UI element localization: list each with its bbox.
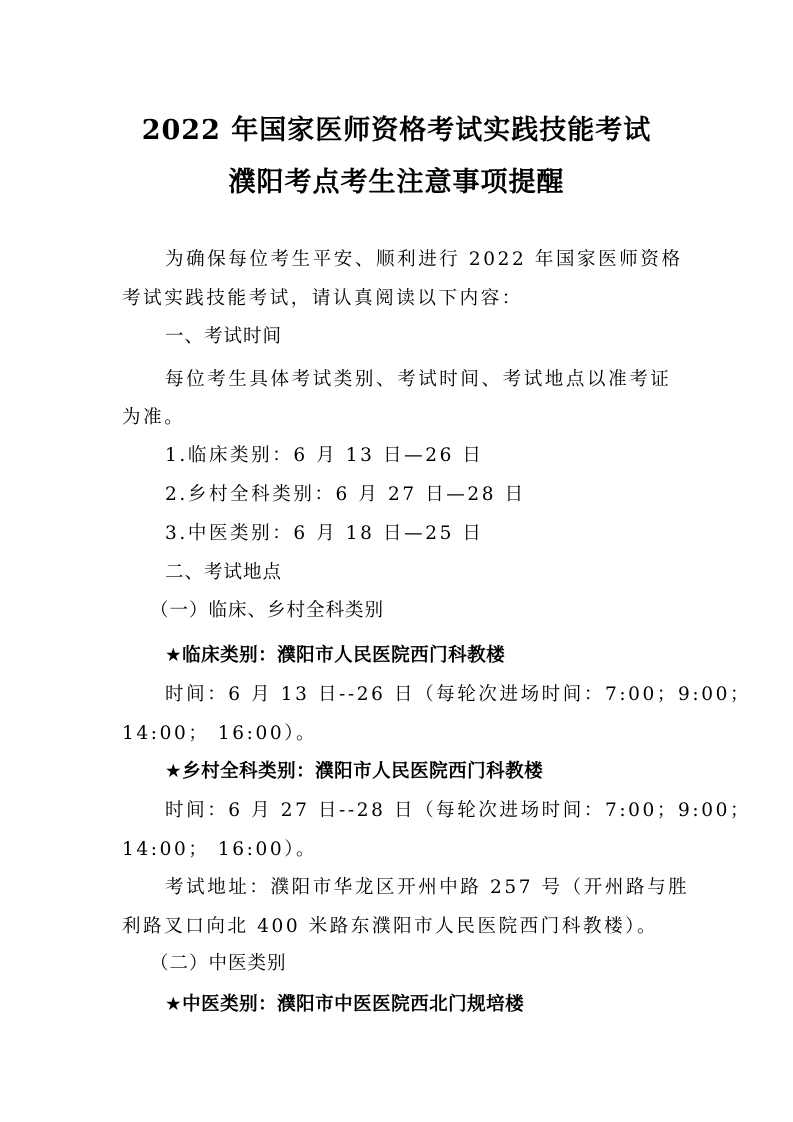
subsection1-heading: （一）临床、乡村全科类别	[150, 600, 385, 621]
document-title-line2: 濮阳考点考生注意事项提醒	[228, 167, 565, 198]
section1-para-line2: 为准。	[122, 407, 186, 428]
clinical-time-line1: 时间：6 月 13 日--26 日（每轮次进场时间：7:00；9:00；	[165, 684, 752, 705]
rural-location-title: ★乡村全科类别：濮阳市人民医院西门科教楼	[165, 761, 544, 782]
subsection2-heading: （二）中医类别	[150, 953, 287, 974]
intro-line2: 考试实践技能考试，请认真阅读以下内容：	[122, 288, 523, 309]
section1-para-line1: 每位考生具体考试类别、考试时间、考试地点以准考证	[165, 369, 672, 390]
section1-heading: 一、考试时间	[165, 326, 283, 347]
clinical-location-title: ★临床类别：濮阳市人民医院西门科教楼	[165, 645, 506, 666]
section2-heading: 二、考试地点	[165, 562, 283, 583]
document-title-line1: 2022 年国家医师资格考试实践技能考试	[141, 115, 652, 146]
rural-time-line2: 14:00； 16:00）。	[122, 839, 318, 860]
exam-date-item-rural: 2.乡村全科类别：6 月 27 日—28 日	[165, 484, 526, 505]
exam-date-item-tcm: 3.中医类别：6 月 18 日—25 日	[165, 523, 484, 544]
tcm-location-title: ★中医类别：濮阳市中医医院西北门规培楼	[165, 994, 525, 1015]
exam-date-item-clinical: 1.临床类别：6 月 13 日—26 日	[165, 445, 484, 466]
intro-line1: 为确保每位考生平安、顺利进行 2022 年国家医师资格	[165, 249, 683, 270]
address-line2: 利路叉口向北 400 米路东濮阳市人民医院西门科教楼）。	[122, 916, 659, 937]
address-line1: 考试地址：濮阳市华龙区开州中路 257 号（开州路与胜	[165, 877, 690, 898]
clinical-time-line2: 14:00； 16:00）。	[122, 723, 318, 744]
rural-time-line1: 时间：6 月 27 日--28 日（每轮次进场时间：7:00；9:00；	[165, 800, 752, 821]
